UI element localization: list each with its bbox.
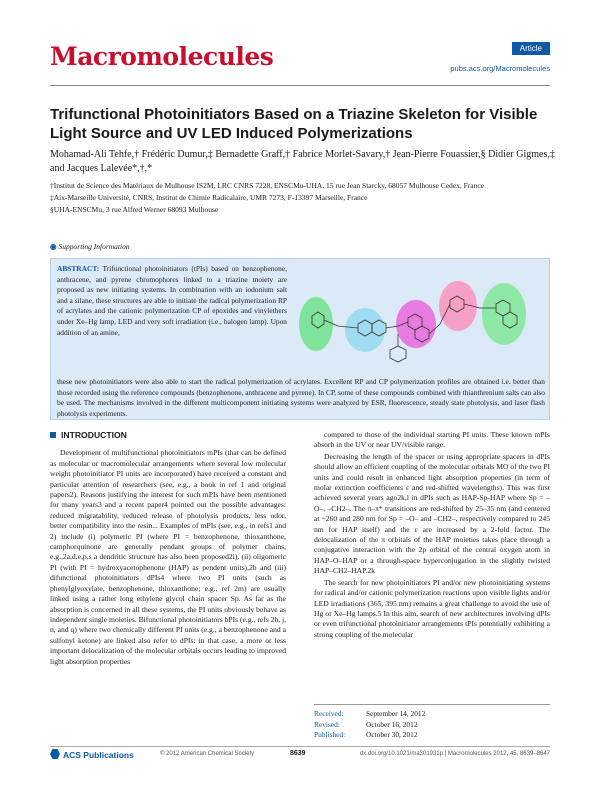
- journal-logo[interactable]: [50, 42, 273, 71]
- journal-logo-rest: acromolecules: [77, 42, 274, 71]
- abstract-label: ABSTRACT:: [57, 264, 100, 273]
- abstract-first-part: [57, 264, 287, 338]
- article-type-badge: Article: [512, 42, 550, 55]
- section-heading-introduction: [50, 430, 286, 440]
- left-column: [50, 430, 286, 668]
- page-footer: [50, 751, 550, 765]
- affiliations: [50, 181, 550, 217]
- toc-green-ellipse-right: [482, 283, 526, 345]
- section-heading-label: INTRODUCTION: [61, 430, 127, 440]
- affiliation-3: §UHA-ENSCMu, 3 rue Alfred Werner 68093 Mulhouse: [50, 205, 219, 214]
- page-number: 8639: [290, 750, 306, 757]
- intro-paragraph: Development of multifunctional photoinitiators mPIs (that can be defined as molecular or macromolecular arrangements where several low molecular weight photoinitiator PI units are incorporated) have received a constant and particular attention of researchers (see, e.g., a book in ref 1 and original papers2). Reasons justifying the interest for such mPIs have been mentioned for many years3 and a recent paper4 pointed out the possible advantages: reduced migratability, reduced release of photolysis products, less odor, better compatibility into the resin... Examples of mPIs (see, e.g., in refs1 and 2) include (i) polymeric PI (where PI = benzophenone, thioxanthone, camphorquinone are generally pendant groups of polymer chains, e.g.,2a,d,e,p,s a dendritic structure has also been proposed2i), (ii) oligomeric PI (with PI = hydroxyacetophenone (HAP) as pendent units),2b and (iii) difunctional photoinitiators dPIs4 where two PI units (such as phenylglyoxylate, benzophenone, thioxanthone; e.g., ref 2m) are usually linked using a rather long ethylene glycol chain spacer Sp. As far as the absorption is concerned in all these systems, the PI units obviously behave as independent single moieties. Bifunctional photoinitiators bPIs (e.g., refs 2h, j, n, and q) where two chemically different PI units (e.g., a benzophenone and a sulfonyl ketone) are linked also refer to dPIs: in that case, a more or less important delocalization of the molecular orbitals occurs leading to improved light absorption properties: [50, 448, 286, 666]
- right-column: [314, 430, 550, 641]
- section-bullet-icon: [50, 432, 56, 438]
- affiliation-1: †Institut de Science des Matériaux de Mulhouse IS2M, LRC CNRS 7228, ENSCMu-UHA, 15 rue Jean Starcky, 68057 Mulhouse Cedex, France: [50, 181, 485, 190]
- supporting-info-icon: ◉: [50, 242, 57, 251]
- intro-paragraph: The search for new photoinitiators PI and/or new photoinitiating systems for radical and/or cationic polymerization reactions upon visible lights and/or LED irradiations (365, 395 nm) remains a great challenge to avoid the use of Hg or Xe–Hg lamps.5 In this aim, search of new architectures involving dPIs or even trifunctional photoinitiator arrangements tPIs potentially exhibiting a strong coupling of the molecular: [314, 577, 550, 639]
- acs-hexagon-icon: [50, 749, 60, 759]
- acs-publications-label: ACS Publications: [63, 750, 134, 760]
- supporting-info-label: Supporting Information: [58, 242, 130, 251]
- intro-paragraph: Decreasing the length of the spacer or using appropriate spacers in dPIs should allow an efficient coupling of the molecular orbitals MO of the two PI units and could result in enhanced light absorption properties (in term of molar extinction coefficients ε and red-shifted wavelengths). This was first achieved several years ago2k,l in dPIs such as HAP-Sp-HAP where Sp = –O–, –CH2–. The π–π* transitions are red-shifted by 25–35 nm (and centered at ~260 and 280 nm for Sp = –O– and –CH2–, respectively compared to 245 nm for HAP itself) and the ε are increased by a 2-fold factor. The delocalization of the π orbitals of the HAP moieties takes place through a conjugative interaction with the 2p orbital of the central oxygen atom in HAP–O–HAP or a through-space hyperconjugation in the slightly twisted HAP–CH2–HAP.2k: [314, 451, 550, 576]
- doi-link[interactable]: dx.doi.org/10.1021/ma301931p | Macromolecules 2012, 45, 8639–8647: [359, 751, 550, 757]
- supporting-info-link[interactable]: [50, 242, 130, 251]
- toc-graphic: [298, 264, 543, 372]
- author-list: Mohamad-Ali Tehfe,† Frédéric Dumur,‡ Bernadette Graff,† Fabrice Morlet-Savary,† Jean-Pierre Fouassier,§ Didier Gigmes,‡ and Jacques Lalevée*,†,*: [50, 149, 555, 174]
- intro-paragraph: compared to those of the individual starting PI units. These known mPIs absorb in the UV or near UV/visible range.: [314, 430, 550, 450]
- date-received: Received: September 14, 2012: [314, 709, 426, 718]
- masthead: [50, 42, 550, 82]
- header-divider: [50, 85, 550, 86]
- footer-divider: [50, 746, 550, 747]
- toc-green-ellipse-left: [299, 297, 333, 351]
- acs-publications-logo[interactable]: [50, 749, 134, 760]
- date-published: Published: October 30, 2012: [314, 730, 418, 739]
- abstract-text-1: Trifunctional photoinitiators (tPIs) based on benzophenone, anthracene, and pyrene chromophores linked to a triazine moiety are proposed as new initiating systems. In combination with an iodonium salt and a silane, these structures are able to initiate the radical polymerization RP of acrylates and the cationic polymerization CP of epoxides and vinylethers under Xe–Hg lamp, LED and very soft irradiation (i.e., halogen lamp). Upon addition of an amine,: [57, 264, 287, 337]
- publication-dates: [314, 704, 550, 741]
- paper-title: Trifunctional Photoinitiators Based on a Triazine Skeleton for Visible Light Source and UV LED Induced Polymerizations: [50, 106, 538, 142]
- toc-blue-ellipse: [345, 308, 385, 352]
- copyright-notice: © 2012 American Chemical Society: [160, 751, 255, 757]
- date-revised: Revised: October 16, 2012: [314, 719, 418, 729]
- journal-logo-initial: M: [50, 42, 78, 71]
- affiliation-2: ‡Aix-Marseille Université, CNRS, Institut de Chimie Radicalaire, UMR 7273, F-13397 Marseille, France: [50, 193, 368, 202]
- journal-url-link[interactable]: pubs.acs.org/Macromolecules: [450, 64, 550, 73]
- abstract-second-part: these new photoinitiators were also able to start the radical polymerization of acrylates. Excellent RP and CP polymerization profiles are obtained i.e. better than those recorded using the reference compounds (benzophenone, anthracene and pyrene). In CP, some of these compounds combined with thianthrenium salts can also be used. The mechanisms involved in the different multicomponent initiating systems were analyzed by ESR, fluorescence, steady state photolysis, and laser flash photolysis experiments.: [57, 377, 545, 418]
